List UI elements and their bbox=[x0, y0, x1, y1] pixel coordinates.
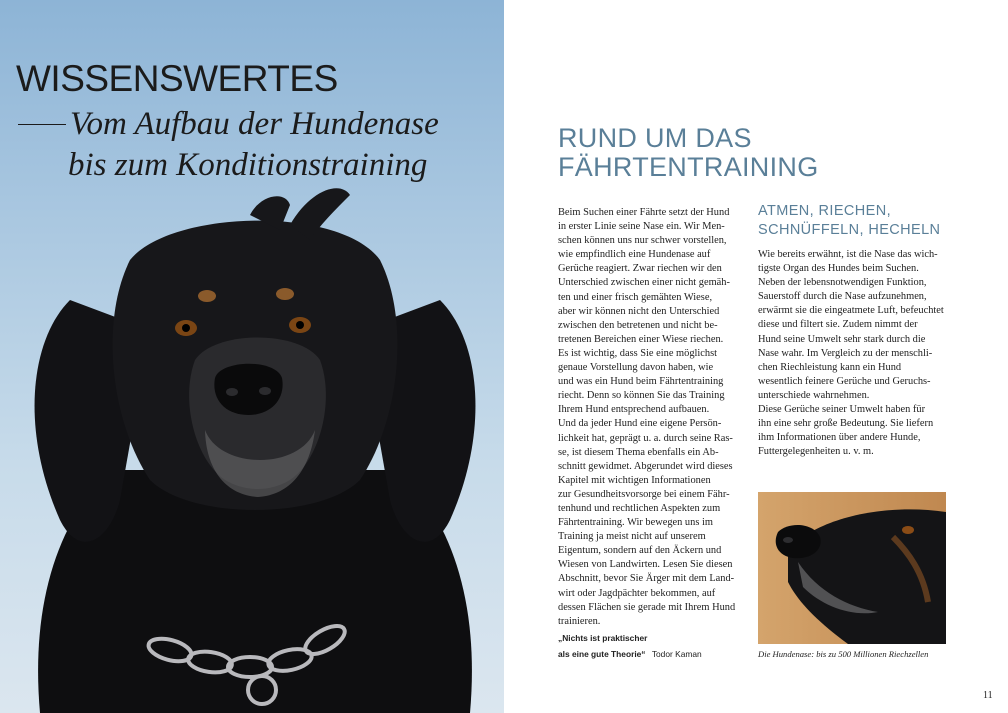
pull-quote bbox=[558, 630, 758, 662]
dog-nose-photo bbox=[758, 492, 946, 644]
page-number: 11 bbox=[983, 690, 993, 701]
body-column-1 bbox=[558, 206, 748, 629]
quote-author: Todor Kaman bbox=[651, 649, 702, 659]
section-title bbox=[558, 124, 819, 182]
section-title-line-1: RUND UM DAS bbox=[558, 123, 752, 153]
sub-section-title bbox=[758, 202, 940, 240]
em-dash bbox=[18, 124, 66, 126]
dog-nose-illustration bbox=[758, 492, 946, 644]
quote-line-1: „Nichts ist praktischer bbox=[558, 633, 648, 643]
subtitle-line-2: bis zum Konditionstraining bbox=[68, 147, 428, 183]
body-column-2 bbox=[758, 248, 948, 459]
sub-title-line-2: SCHNÜFFELN, HECHELN bbox=[758, 222, 941, 238]
section-title-line-2: FÄHRTENTRAINING bbox=[558, 152, 819, 182]
right-page bbox=[504, 0, 1008, 713]
body-text-column-1: Beim Suchen einer Fährte setzt der Hund in erster Linie seine Nase ein. Wir Men- schen können uns nur schwer vorstellen, wie empfindlich eine Hundenase auf Gerüche reagiert. Zwar riechen wir den Unterschied zwischen einer nicht gemäh- ten und einer frisch gemähten Wiese, aber wir können nicht den Unterschied zwischen den betretenen und nicht be- tretenen Bereichen einer Wiese riechen. Es ist wichtig, dass Sie eine möglichst genaue Vorstellung davon haben, wie und was ein Hund beim Fährtentraining riecht. Denn so können Sie das Training Ihrem Hund entsprechend aufbauen. Und da jeder Hund eine eigene Persön- lichkeit hat, geprägt u. a. durch seine Ras- se, ist diesem Thema ebenfalls ein Ab- schnitt gewidmet. Abgerundet wird dieses Kapitel mit wichtigen Informationen zur Gesundheitsvorsorge bei einem Fähr- tenhund und rechtlichen Aspekten zum Fährtentraining. Wir bewegen uns im Training ja meist nicht auf unserem Eigentum, sondern auf den Äckern und Wiesen von Landwirten. Lesen Sie diesen Abschnitt, bevor Sie Ärger mit dem Land- wirt oder Jagdpächter bekommen, auf dessen Flächen sie gerade mit Ihrem Hund trainieren. bbox=[558, 207, 736, 627]
quote-line-2-row bbox=[558, 646, 758, 662]
photo-caption: Die Hundenase: bis zu 500 Millionen Riechzellen bbox=[758, 649, 929, 659]
subtitle-line-1: Vom Aufbau der Hundenase bbox=[70, 106, 439, 142]
body-text-column-2: Wie bereits erwähnt, ist die Nase das wich- tigste Organ des Hundes beim Suchen. Neben der lebensnotwendigen Funktion, Sauerstoff durch die Nase aufzunehmen, erwärmt sie die eingeatmete Luft, befeuchtet diese und filtert sie. Zudem nimmt der Hund seine Umwelt sehr stark durch die Nase wahr. Im Vergleich zu der menschli- chen Riechleistung kann ein Hund wesentlich feinere Gerüche und Geruchs- unterschiede wahrnehmen. Diese Gerüche seiner Umwelt haben für ihn eine sehr große Bedeutung. Sie liefern ihm Informationen über andere Hunde, Futtergelegenheiten u. v. m. bbox=[758, 249, 944, 458]
chapter-subtitle bbox=[18, 104, 498, 186]
quote-line-2: als eine gute Theorie“ bbox=[558, 649, 646, 659]
sub-title-line-1: ATMEN, RIECHEN, bbox=[758, 203, 892, 219]
chapter-heading: WISSENSWERTES bbox=[16, 58, 338, 99]
